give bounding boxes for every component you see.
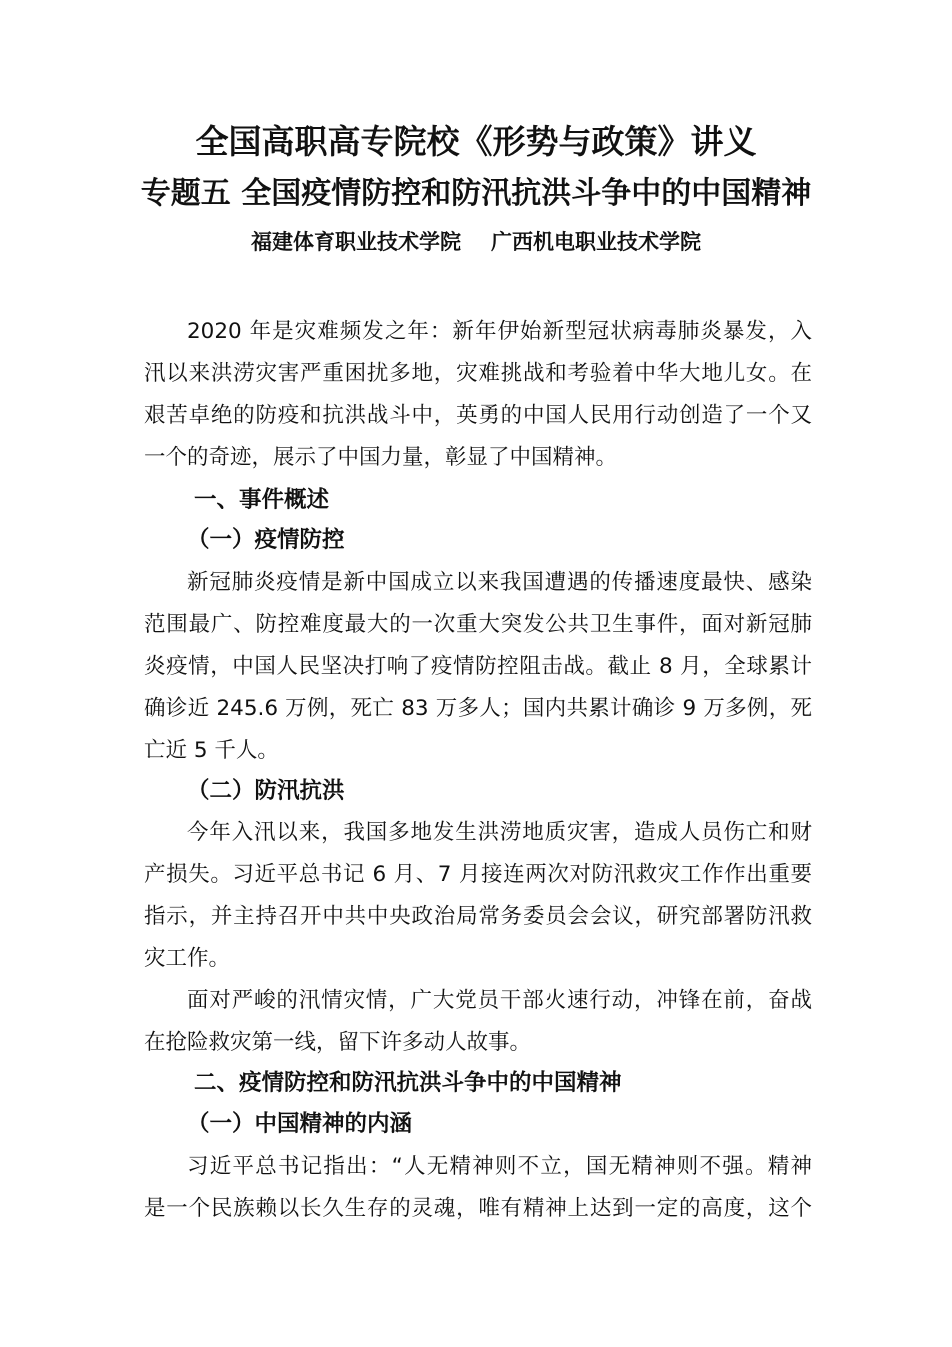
institution-1: 福建体育职业技术学院 bbox=[251, 229, 461, 254]
paragraph-line: 在抢险救灾第一线，留下许多动人故事。 bbox=[144, 1030, 532, 1055]
intro-line: 汛以来洪涝灾害严重困扰多地，灾难挑战和考验着中华大地儿女。在 bbox=[144, 361, 812, 386]
section-2-sub-1-heading: （一）中国精神的内涵 bbox=[187, 1111, 413, 1137]
section-1-heading: 一、事件概述 bbox=[194, 487, 330, 513]
paragraph-line: 新冠肺炎疫情是新中国成立以来我国遭遇的传播速度最快、感染 bbox=[187, 570, 812, 595]
paragraph-line: 今年入汛以来，我国多地发生洪涝地质灾害，造成人员伤亡和财 bbox=[187, 820, 812, 845]
paragraph-line: 习近平总书记指出：“人无精神则不立，国无精神则不强。精神 bbox=[187, 1154, 812, 1179]
paragraph-line: 确诊近 245.6 万例，死亡 83 万多人；国内共累计确诊 9 万多例，死 bbox=[144, 696, 812, 721]
paragraph-line: 灾工作。 bbox=[144, 946, 231, 971]
document-subtitle: 专题五 全国疫情防控和防汛抗洪斗争中的中国精神 bbox=[140, 176, 812, 211]
paragraph-line: 亡近 5 千人。 bbox=[144, 738, 279, 763]
section-2-heading: 二、疫情防控和防汛抗洪斗争中的中国精神 bbox=[194, 1070, 622, 1096]
section-1-sub-1-heading: （一）疫情防控 bbox=[187, 527, 345, 553]
intro-line: 一个的奇迹，展示了中国力量，彰显了中国精神。 bbox=[144, 445, 618, 470]
paragraph-line: 范围最广、防控难度最大的一次重大突发公共卫生事件，面对新冠肺 bbox=[144, 612, 812, 637]
section-1-sub-2-heading: （二）防汛抗洪 bbox=[187, 778, 345, 804]
paragraph-line: 是一个民族赖以长久生存的灵魂，唯有精神上达到一定的高度，这个 bbox=[144, 1196, 812, 1221]
document-title: 全国高职高专院校《形势与政策》讲义 bbox=[195, 122, 757, 161]
paragraph-line: 指示，并主持召开中共中央政治局常务委员会会议，研究部署防汛救 bbox=[144, 904, 812, 929]
intro-line: 2020 年是灾难频发之年：新年伊始新型冠状病毒肺炎暴发，入 bbox=[187, 319, 812, 344]
institution-2: 广西机电职业技术学院 bbox=[491, 229, 701, 254]
paragraph-line: 炎疫情，中国人民坚决打响了疫情防控阻击战。截止 8 月，全球累计 bbox=[144, 654, 812, 679]
intro-line: 艰苦卓绝的防疫和抗洪战斗中，英勇的中国人民用行动创造了一个又 bbox=[144, 403, 812, 428]
paragraph-line: 产损失。习近平总书记 6 月、7 月接连两次对防汛救灾工作作出重要 bbox=[144, 862, 812, 887]
institutions-line bbox=[0, 226, 952, 258]
paragraph-line: 面对严峻的汛情灾情，广大党员干部火速行动，冲锋在前，奋战 bbox=[187, 988, 812, 1013]
